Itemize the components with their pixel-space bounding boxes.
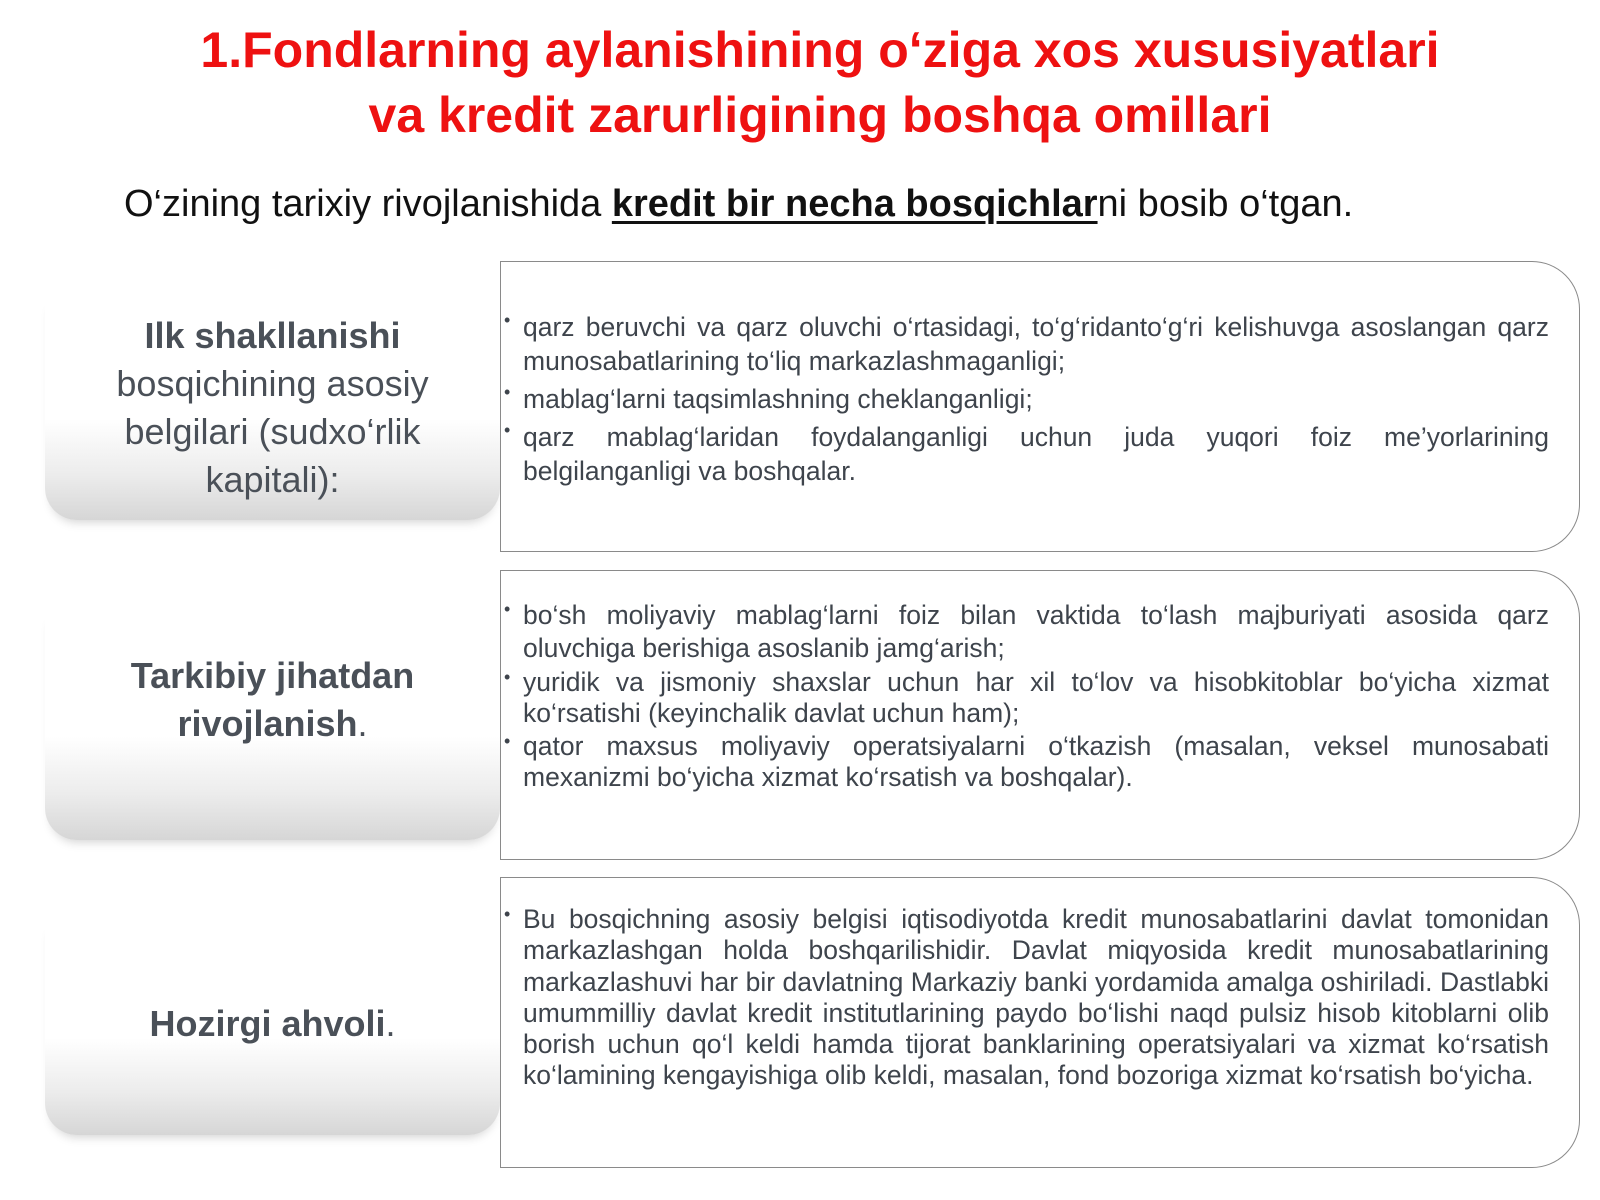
stage-1-label bbox=[45, 296, 500, 520]
intro-emphasis: kredit bir necha bosqichlar bbox=[611, 183, 1098, 225]
slide-title-line-2: va kredit zarurligining boshqa omillari bbox=[368, 87, 1272, 143]
stage-2-box bbox=[500, 570, 1580, 860]
intro-sentence bbox=[124, 183, 1564, 226]
bullet-icon: • bbox=[504, 382, 511, 402]
bullet-icon: • bbox=[504, 599, 511, 619]
stage-1-box bbox=[500, 261, 1580, 552]
stage-3-label-rest: . bbox=[385, 1002, 396, 1044]
stage-2-bullet-3: • qator maxsus moliyaviy operatsiyalarni o‘tkazish (masalan, veksel munosabati mexanizmi bo‘yicha xizmat ko‘rsatish va boshqalar). bbox=[504, 731, 1549, 792]
stage-2-bullet-2: • yuridik va jismoniy shaxslar uchun har xil to‘lov va hisobkitoblar bo‘yicha xizmat ko‘rsatishi (keyinchalik davlat uchun ham); bbox=[504, 667, 1549, 728]
stage-1-label-bold: Ilk shakllanishi bbox=[144, 315, 401, 356]
intro-text-after: ni bosib o‘tgan. bbox=[1097, 183, 1354, 225]
stage-2-bullet-1: • bo‘sh moliyaviy mablag‘larni foiz bilan vaktida to‘lash majburiyati asosida qarz oluvchiga berishiga asoslanib jamg‘arish; bbox=[504, 599, 1549, 663]
bullet-icon: • bbox=[504, 731, 511, 751]
stage-3-bullet-list bbox=[504, 904, 1549, 1092]
bullet-icon: • bbox=[504, 667, 511, 687]
stage-3-label-bold: Hozirgi ahvoli bbox=[149, 1002, 386, 1044]
stage-2-label-bold: Tarkibiy jihatdan rivojlanish bbox=[130, 655, 415, 744]
stage-3-bullet-1: • Bu bosqichning asosiy belgisi iqtisodiyotda kredit munosabatlarini davlat tomonidan markazlashgan holda boshqarilishidir. Davlat miqyosida kredit munosabatlarining markazlashuvi har bir davlatning Markaziy banki yordamida amalga oshiriladi. Dastlabki umummilliy davlat kredit institutlarining paydo bo‘lishi naqd pulsiz hisob kitoblarni olib borish uchun qo‘l keldi hamda tijorat banklarining operatsiyalari va xizmat ko‘rsatish ko‘lamining kengayishiga olib keldi, masalan, fond bozoriga xizmat ko‘rsatish bo‘yicha. bbox=[504, 904, 1549, 1091]
stage-1-bullet-1: • qarz beruvchi va qarz oluvchi o‘rtasidagi, to‘g‘ridanto‘g‘ri kelishuvga asoslangan qarz munosabatlarining to‘liq markazlashmaganligi; bbox=[504, 310, 1549, 376]
bullet-icon: • bbox=[504, 904, 511, 924]
stage-1-bullet-3: • qarz mablag‘laridan foydalanganligi uchun juda yuqori foiz me’yorlarining belgilanganligi va boshqalar. bbox=[504, 420, 1549, 486]
stage-3-box bbox=[500, 877, 1580, 1168]
stage-1-bullet-list bbox=[504, 310, 1549, 488]
stage-2-label-rest: . bbox=[357, 703, 368, 744]
stage-2-label bbox=[45, 610, 500, 840]
slide-title bbox=[100, 18, 1540, 148]
intro-text-before: O‘zining tarixiy rivojlanishida bbox=[124, 183, 612, 225]
stage-3-label bbox=[45, 920, 500, 1135]
bullet-icon: • bbox=[504, 310, 511, 330]
stage-1-label-rest: bosqichining asosiy belgilari (sudxo‘rlik kapitali): bbox=[116, 363, 429, 500]
stage-1-bullet-2: • mablag‘larni taqsimlashning cheklanganligi; bbox=[504, 382, 1033, 414]
stage-2-bullet-list bbox=[504, 599, 1549, 793]
slide-title-line-1: 1.Fondlarning aylanishining o‘ziga xos xususiyatlari bbox=[200, 22, 1440, 78]
bullet-icon: • bbox=[504, 420, 511, 440]
